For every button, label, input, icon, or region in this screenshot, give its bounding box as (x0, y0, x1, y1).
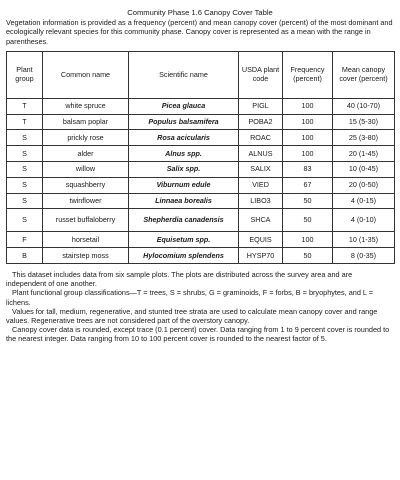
header-mean-cover: Mean canopy cover (percent) (333, 51, 395, 98)
cell-group: S (7, 209, 43, 232)
cell-mean-cover: 4 (0-10) (333, 209, 395, 232)
cell-mean-cover: 40 (10-70) (333, 98, 395, 114)
cell-group: F (7, 232, 43, 248)
cell-common-name: russet buffaloberry (43, 209, 129, 232)
table-row (7, 130, 395, 146)
cell-usda-code: HYSP70 (239, 248, 283, 264)
cell-group: T (7, 98, 43, 114)
cell-group: B (7, 248, 43, 264)
cell-usda-code: ALNUS (239, 146, 283, 162)
header-scientific-name: Scientific name (129, 51, 239, 98)
cell-scientific-name: Picea glauca (129, 98, 239, 114)
cell-group: S (7, 146, 43, 162)
cell-frequency: 100 (283, 130, 333, 146)
cell-group: S (7, 162, 43, 178)
cell-common-name: horsetail (43, 232, 129, 248)
cell-scientific-name: Equisetum spp. (129, 232, 239, 248)
cell-usda-code: PIGL (239, 98, 283, 114)
cell-mean-cover: 20 (1-45) (333, 146, 395, 162)
cell-mean-cover: 10 (0-45) (333, 162, 395, 178)
note-dataset: This dataset includes data from six sample plots. The plots are distributed across the survey area and are independent of one another. (6, 270, 353, 289)
table-notes (6, 270, 394, 344)
table-row (7, 146, 395, 162)
cell-usda-code: ROAC (239, 130, 283, 146)
note-rounding: Canopy cover data is rounded, except trace (0.1 percent) cover. Data ranging from 1 to 9 percent cover is rounded to the nearest integer. Data ranging from 10 to 100 percent cover is rounded to the nearest factor of 5. (6, 325, 390, 344)
cell-scientific-name: Alnus spp. (129, 146, 239, 162)
cell-frequency: 100 (283, 232, 333, 248)
cell-usda-code: SHCA (239, 209, 283, 232)
table-row (7, 209, 395, 232)
cell-common-name: white spruce (43, 98, 129, 114)
cell-common-name: willow (43, 162, 129, 178)
header-frequency: Frequency (percent) (283, 51, 333, 98)
intro-paragraph: Vegetation information is provided as a frequency (percent) and mean canopy cover (percent) of the most dominant and ecologically relevant species for this community phase. Canopy cover is represented as a mean with the range in parentheses. (6, 18, 393, 46)
table-row (7, 232, 395, 248)
cell-mean-cover: 4 (0-15) (333, 193, 395, 209)
cell-frequency: 67 (283, 177, 333, 193)
cell-scientific-name: Rosa acicularis (129, 130, 239, 146)
cell-usda-code: SALIX (239, 162, 283, 178)
table-header-row (7, 51, 395, 98)
cell-frequency: 50 (283, 209, 333, 232)
cell-mean-cover: 20 (0-50) (333, 177, 395, 193)
cell-mean-cover: 8 (0-35) (333, 248, 395, 264)
cell-frequency: 100 (283, 98, 333, 114)
canopy-cover-table (6, 51, 395, 264)
cell-common-name: prickly rose (43, 130, 129, 146)
cell-common-name: alder (43, 146, 129, 162)
cell-frequency: 50 (283, 193, 333, 209)
cell-mean-cover: 15 (5-30) (333, 114, 395, 130)
cell-scientific-name: Populus balsamifera (129, 114, 239, 130)
cell-usda-code: POBA2 (239, 114, 283, 130)
table-row (7, 162, 395, 178)
note-functional-groups: Plant functional group classifications—T = trees, S = shrubs, G = graminoids, F = forbs, B = bryophytes, and L = lichens. (6, 288, 373, 307)
table-row (7, 114, 395, 130)
header-plant-group: Plant group (7, 51, 43, 98)
header-usda-code: USDA plant code (239, 51, 283, 98)
cell-usda-code: EQUIS (239, 232, 283, 248)
cell-frequency: 50 (283, 248, 333, 264)
cell-common-name: stairstep moss (43, 248, 129, 264)
header-common-name: Common name (43, 51, 129, 98)
cell-frequency: 100 (283, 114, 333, 130)
cell-common-name: squashberry (43, 177, 129, 193)
cell-group: S (7, 177, 43, 193)
cell-usda-code: LIBO3 (239, 193, 283, 209)
cell-scientific-name: Linnaea borealis (129, 193, 239, 209)
cell-common-name: balsam poplar (43, 114, 129, 130)
cell-common-name: twinflower (43, 193, 129, 209)
cell-group: S (7, 130, 43, 146)
note-tree-strata: Values for tall, medium, regenerative, and stunted tree strata are used to calculate mean canopy cover and range values. Regenerative trees are not considered part of the overstory canopy. (6, 306, 378, 326)
cell-usda-code: VIED (239, 177, 283, 193)
table-row (7, 98, 395, 114)
cell-scientific-name: Salix spp. (129, 162, 239, 178)
cell-scientific-name: Hylocomium splendens (129, 248, 239, 264)
cell-group: S (7, 193, 43, 209)
cell-group: T (7, 114, 43, 130)
table-row (7, 177, 395, 193)
page-title: Community Phase 1.6 Canopy Cover Table (127, 8, 273, 17)
cell-frequency: 100 (283, 146, 333, 162)
table-row (7, 193, 395, 209)
cell-mean-cover: 10 (1-35) (333, 232, 395, 248)
cell-scientific-name: Shepherdia canadensis (129, 209, 239, 232)
cell-mean-cover: 25 (3-80) (333, 130, 395, 146)
table-row (7, 248, 395, 264)
cell-frequency: 83 (283, 162, 333, 178)
cell-scientific-name: Viburnum edule (129, 177, 239, 193)
